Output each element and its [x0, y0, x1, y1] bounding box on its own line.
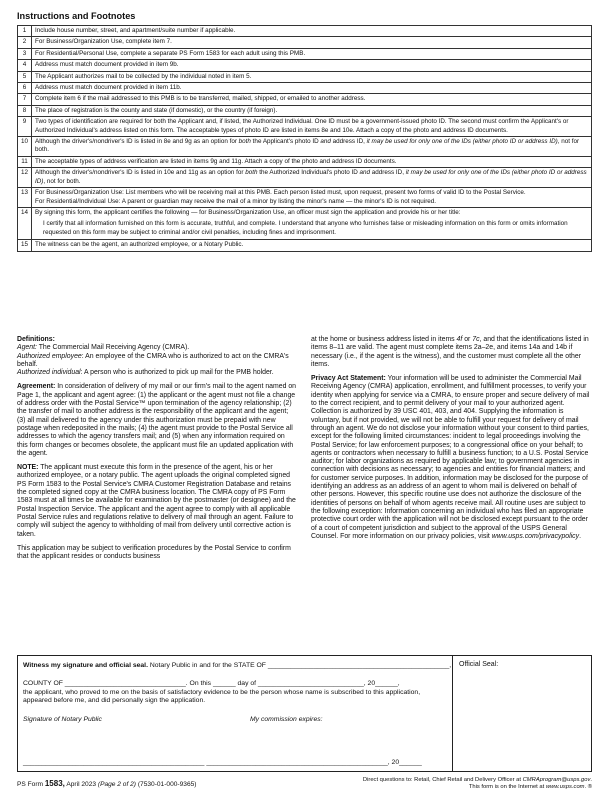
page-number: (Page 2 of 2): [97, 781, 136, 788]
right-column: [311, 336, 592, 547]
agreement: [17, 383, 297, 458]
text-run: it may be used for only one of the IDs (either photo ID or address ID): [366, 138, 558, 146]
table-row: [18, 48, 592, 59]
text-run: , and that the identifications listed in items 8–11 are valid. The agent must complete items 2a–2e, and items 14a and 14b if necessary (i.e., if the agent is the witness), and the customer must complete all the other items.: [311, 336, 589, 368]
state-field: Notary Public in and for the STATE OF ________________________________________________,: [147, 662, 452, 669]
text-run: and: [359, 169, 371, 177]
notary-fields: [18, 656, 452, 771]
definition-text: : An employee of the CMRA who is authorized to act on the CMRA's behalf.: [17, 352, 289, 368]
text-run: the Applicant's photo ID: [250, 138, 321, 146]
definition-term: Agent:: [17, 344, 37, 352]
row-number: 15: [18, 240, 32, 251]
contact-email-link[interactable]: CMRAprogram@usps.gov: [522, 777, 591, 783]
table-row: [18, 105, 592, 116]
row-number: 1: [18, 26, 32, 37]
text-run: . ®: [584, 784, 592, 790]
text-run: , not for both.: [43, 177, 81, 185]
definitions-heading: Definitions:: [17, 336, 55, 343]
privacy-policy-link[interactable]: www.usps.com/privacypolicy: [491, 532, 580, 540]
row-number: 10: [18, 137, 32, 157]
row-text: [32, 188, 592, 208]
text-run: 4f: [456, 336, 463, 343]
text-run: This form is on the Internet at: [468, 784, 546, 790]
note: [17, 464, 297, 539]
row-text: Two types of identification are required for both the Applicant and, if listed, the Authorized Individual. One ID must be a government-issued photo ID. The second must confirm the Applicant's or Authorized Individual's address listed on this form. The acceptable types of photo ID are listed in items 8e and 10e. Attach a copy of the photo and address ID documents.: [32, 117, 592, 137]
text-run: and: [320, 138, 331, 146]
table-row: [18, 137, 592, 157]
row-number: 4: [18, 60, 32, 71]
row-text: For Residential/Personal Use, complete a separate PS Form 1583 for each adult using this PMB.: [32, 48, 592, 59]
verification-continued: [311, 336, 592, 369]
row-text: The acceptable types of address verification are listed in items 9g and 11g. Attach a copy of the photo and address ID documents.: [32, 156, 592, 167]
text-run: or: [462, 336, 473, 343]
row-number: 13: [18, 188, 32, 208]
privacy-act-statement: [311, 375, 592, 541]
row-number: 8: [18, 105, 32, 116]
table-row: [18, 188, 592, 208]
row-text: [32, 168, 592, 188]
row-text-line: By signing this form, the applicant certifies the following — for Business/Organization Use, an officer must sign the application and provide his or her title:: [35, 208, 461, 216]
row-text-line: For Residential/Individual Use: A parent or guardian may receive the mail of a minor by listing the minor's name — the minor's ID is not required.: [35, 197, 437, 205]
table-row: [18, 60, 592, 71]
row-number: 11: [18, 156, 32, 167]
table-row: [18, 71, 592, 82]
table-row: [18, 37, 592, 48]
form-code: (7530-01-000-9365): [136, 781, 197, 788]
row-text: Complete item 6 if the mail addressed to this PMB is to be transferred, mailed, shipped, or emailed to another address.: [32, 94, 592, 105]
text-run: it may be used for only one of the IDs (either photo ID or address ID): [35, 169, 587, 185]
form-identifier: [17, 779, 196, 788]
privacy-text: Your information will be used to administer the Commercial Mail Receiving Agency (CMRA) application, enrollment, and fulfillment processes, to verify your identity when applying for service via a CMRA, to ensure proper and secure delivery of mail to the correct recipient, and to permit delivery of your mail to your authorized agent. Collection is authorized by 39 USC 401, 403, and 404. Supplying the information is voluntary, but if not provided, we will not be able to fulfill your request for delivery of mail through an agent. We do not disclose your information without your consent to third parties, except for the following limited circumstances: incident to legal proceedings involving the Postal Service; for law enforcement purposes; to a congressional office on your behalf; to agents or contractors when necessary to fulfill a business function; to a U.S. Postal Service auditor; for labor organizations as required by applicable law; to government agencies in connection with decisions as necessary; to agencies and entities for financial matters; and for customer service purposes. In addition, information may be disclosed for the purpose of identifying an address as an address of an agent to whom mail is delivered on behalf of other persons. However, this specific routine use does not authorize the disclosure of the identities of persons on behalf of whom agents receive mail. All routine uses are subject to the following exception: Information concerning an individual who has filed an appropriate protective court order with the application will not be disclosed except pursuant to the order of a court of competent jurisdiction and subject to the approval of the USPS General Counsel. For more information on our privacy policies, visit: [311, 375, 590, 540]
contact-info: [363, 777, 592, 791]
text-run: Although the driver's/nondriver's ID is listed in 8e and 9g as an option for: [35, 138, 239, 146]
row-text: [32, 137, 592, 157]
row-text: For Business/Organization Use, complete item 7.: [32, 37, 592, 48]
body-columns: [17, 336, 592, 656]
text-run: at the home or business address listed in items: [311, 336, 457, 343]
text-run: PS Form: [17, 781, 45, 788]
text-run: address ID,: [330, 138, 367, 146]
row-text: The Applicant authorizes mail to be collected by the individual noted in item 5.: [32, 71, 592, 82]
table-row: [18, 240, 592, 251]
text-run: address ID,: [370, 169, 406, 177]
definition-term: Authorized employee: [17, 352, 82, 360]
agreement-heading: Agreement:: [17, 383, 56, 391]
notary-section: [17, 655, 592, 772]
signature-labels: [23, 716, 448, 724]
text-run: Although the driver's/nondriver's ID is listed in 10e and 11g as an option for: [35, 169, 246, 177]
proof-text: the applicant, who proved to me on the basis of satisfactory evidence to be the person whose name is subscribed to this application, appeared before me, and did personally sign the application.: [23, 689, 421, 705]
row-text: The witness can be the agent, an authorized employee, or a Notary Public.: [32, 240, 592, 251]
row-text: [32, 207, 592, 239]
agreement-text: In consideration of delivery of my mail or our firm's mail to the agent named on Page 1, the applicant and agent agree: (1) the applicant or the agent must not file a change of address order with the Postal Service™ upon termination of the agency relationship; (2) the transfer of mail to another address is the responsibility of the applicant and the agent; (3) all mail delivered to the agency under this authorization must be prepaid with new postage when redeposited in the mails; (4) the agent must provide to the Postal Service all addresses to which the agency transfers mail; and (5) when any information required on this form changes or becomes obsolete, the applicant must file an updated application with the agent.: [17, 383, 296, 457]
form-page: [17, 10, 592, 790]
table-row: [18, 207, 592, 239]
signature-date-line[interactable]: ________________________________________________ ________________________________________________, 20______: [23, 759, 422, 766]
table-row: [18, 26, 592, 37]
row-text: Address must match document provided in item 11b.: [32, 83, 592, 94]
table-row: [18, 156, 592, 167]
row-number: 2: [18, 37, 32, 48]
table-row: [18, 83, 592, 94]
privacy-heading: Privacy Act Statement:: [311, 375, 386, 383]
definitions: [17, 336, 297, 377]
witness-heading: Witness my signature and official seal.: [23, 662, 148, 669]
row-number: 9: [18, 117, 32, 137]
row-text-line: For Business/Organization Use: List members who will be receiving mail at this PMB. Each person listed must, upon request, present two forms of valid ID to the Postal Service.: [35, 189, 526, 197]
row-text: The place of registration is the county and state (if domestic), or the country (if foreign).: [32, 105, 592, 116]
row-number: 3: [18, 48, 32, 59]
row-text: Include house number, street, and apartment/suite number if applicable.: [32, 26, 592, 37]
text-run: .: [579, 532, 581, 540]
verification: This application may be subject to verification procedures by the Postal Service to confirm that the applicant resides or conducts business: [17, 544, 291, 561]
page-footer: [17, 777, 592, 793]
usps-website-link[interactable]: www.usps.com: [545, 784, 585, 790]
text-run: the Authorized Individual's photo ID: [257, 169, 360, 177]
row-number: 7: [18, 94, 32, 105]
commission-expires-label: My commission expires:: [250, 716, 323, 723]
text-run: 7c: [472, 336, 480, 343]
note-text: The applicant must execute this form in the presence of the agent, his or her authorized employee, or a notary public. The agent uploads the original completed signed PS Form 1583 to the Postal Service's CMRA Customer Registration Database and retains the completed signed copy at the CMRA business location. The CMRA copy of PS Form 1583 must at all times be available for examination by the postmaster (or designee) and the Postal Inspection Service. The applicant and the agent agree to comply with all applicable Postal Service rules and regulations relative to delivery of mail through an agent. Failure to comply will subject the agency to withholding of mail from delivery until corrective action is taken.: [17, 464, 296, 538]
instructions-table: [17, 25, 592, 252]
row-number: 12: [18, 168, 32, 188]
table-row: [18, 168, 592, 188]
notary-signature-label: Signature of Notary Public: [23, 716, 102, 723]
form-date: April 2023: [64, 781, 98, 788]
left-column: [17, 336, 297, 567]
text-run: , not for both.: [35, 138, 580, 154]
text-run: .: [590, 777, 592, 783]
witness-line[interactable]: [23, 662, 452, 670]
official-seal-label: Official Seal:: [459, 661, 499, 668]
form-number: 1583,: [44, 779, 65, 788]
county-date-line[interactable]: COUNTY OF ________________________________. On this ______ day of ____________________________, 20______,: [23, 680, 400, 687]
table-row: [18, 94, 592, 105]
row-number: 5: [18, 71, 32, 82]
certification-text: I certify that all information furnished on this form is accurate, truthful, and complete. I understand that anyone who furnishes false or misleading information on this form or omits information requested on this form may be subject to criminal and/or civil penalties, including fines and imprisonment.: [43, 220, 568, 236]
text-run: both: [245, 169, 258, 177]
table-row: [18, 117, 592, 137]
row-number: 6: [18, 83, 32, 94]
instructions-title: Instructions and Footnotes: [17, 11, 136, 21]
note-heading: NOTE:: [17, 464, 39, 472]
row-text: Address must match document provided in item 9b.: [32, 60, 592, 71]
row-number: 14: [18, 207, 32, 239]
seal-divider: [452, 656, 453, 771]
text-run: both: [238, 138, 251, 146]
text-run: Direct questions to: Retail, Chief Retail and Delivery Officer at: [362, 777, 523, 783]
definition-text: : A person who is authorized to pick up mail for the PMB holder.: [80, 369, 274, 377]
definition-text: The Commercial Mail Receiving Agency (CMRA).: [36, 344, 190, 352]
definition-term: Authorized individual: [17, 369, 81, 377]
